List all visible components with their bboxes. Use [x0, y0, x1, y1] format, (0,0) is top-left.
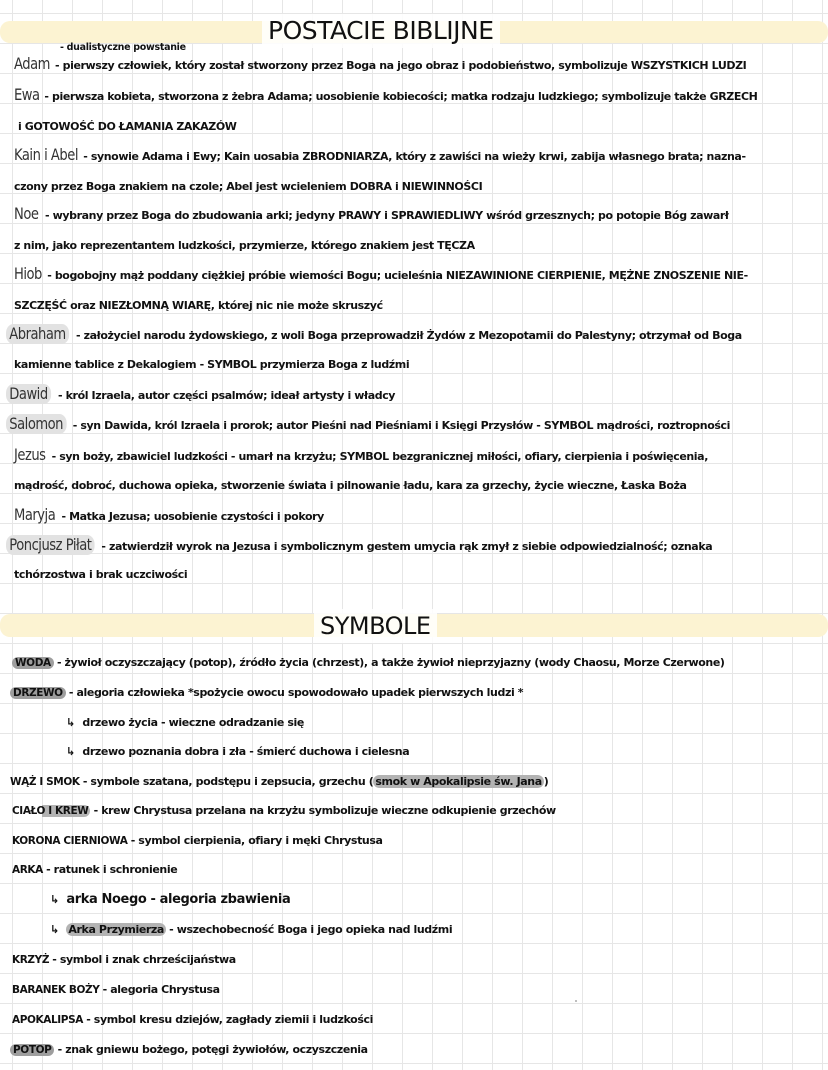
- character-name: Adam: [14, 54, 50, 73]
- character-name: Ewa: [14, 85, 40, 104]
- sub-arrow-icon: ↳: [66, 716, 76, 729]
- character-name: Maryja: [14, 505, 56, 524]
- character-name: Jezus: [14, 445, 46, 464]
- symbol-korona-cierniowa: [12, 832, 383, 850]
- character-poncjusz-pilat-cont: tchórzostwa i brak uczciwości: [14, 568, 188, 581]
- character-maryja: [14, 506, 324, 526]
- symbol-sub-drzewo-poznania: [66, 743, 409, 761]
- symbol-apokalipsa: [12, 1011, 373, 1029]
- symbol-term: POTOP: [10, 1044, 54, 1056]
- character-kain-abel-cont: czony przez Boga znakiem na czole; Abel jest wcieleniem DOBRA i NIEWINNOŚCI: [14, 180, 483, 193]
- symbol-desc: - alegoria Chrystusa: [102, 983, 220, 996]
- symbol-term: CIAŁO I KREW: [12, 805, 89, 817]
- character-jezus-cont: mądrość, dobroć, duchowa opieka, stworzenie świata i pilnowanie ładu, kara za grzechy, życie wieczne, Łaska Boża: [14, 479, 687, 492]
- symbol-desc: - alegoria człowieka *spożycie owocu spowodowało upadek pierwszych ludzi *: [68, 686, 524, 699]
- character-name: Noe: [14, 204, 39, 223]
- symbol-arka: [12, 861, 177, 879]
- character-desc: - założyciel narodu żydowskiego, z woli Boga przeprowadził Żydów z Mezopotamii do Palestyny; otrzymał od Boga: [76, 329, 742, 342]
- character-desc: - pierwszy człowiek, który został stworzony przez Boga na jego obraz i podobieństwo, symbolizuje WSZYSTKICH LUDZI: [55, 59, 747, 72]
- symbol-term: WĄŻ I SMOK: [10, 776, 80, 788]
- character-desc: - król Izraela, autor części psalmów; ideał artysty i władcy: [58, 389, 396, 402]
- character-desc: - syn Dawida, król Izraela i prorok; autor Pieśni nad Pieśniami i Księgi Przysłów - SYMBOL mądrości, roztropności: [72, 419, 730, 432]
- symbol-potop: [10, 1041, 368, 1059]
- character-abraham-cont: kamienne tablice z Dekalogiem - SYMBOL przymierza Boga z ludźmi: [14, 358, 410, 371]
- symbol-term: ARKA: [12, 864, 43, 876]
- character-noe-cont: z nim, jako reprezentantem ludzkości, przymierze, którego znakiem jest TĘCZA: [14, 239, 475, 252]
- symbol-desc: - wszechobecność Boga i jego opieka nad ludźmi: [169, 923, 453, 936]
- character-name: Abraham: [6, 324, 69, 344]
- symbol-desc: - krew Chrystusa przelana na krzyżu symbolizuje wieczne odkupienie grzechów: [93, 804, 556, 817]
- symbol-krzyz: [12, 951, 236, 969]
- symbol-term: APOKALIPSA: [12, 1014, 83, 1026]
- symbol-desc: drzewo życia - wieczne odradzanie się: [82, 716, 304, 729]
- character-kain-abel: [14, 146, 746, 166]
- character-name: Dawid: [6, 384, 51, 404]
- character-ewa: [14, 86, 757, 106]
- character-desc: - Matka Jezusa; uosobienie czystości i pokory: [61, 510, 324, 523]
- character-salomon: [6, 414, 730, 435]
- symbol-desc: - ratunek i schronienie: [46, 863, 178, 876]
- symbol-highlight: Arka Przymierza: [68, 923, 164, 936]
- symbol-desc: drzewo poznania dobra i zła - śmierć duchowa i cielesna: [82, 745, 410, 758]
- symbol-waz-smok: [10, 773, 548, 791]
- symbol-cialo-krew: [10, 802, 556, 820]
- character-desc: - pierwsza kobieta, stworzona z żebra Adama; uosobienie kobiecości; matka rodzaju ludzkiego; symbolizuje także GRZECH: [44, 90, 758, 103]
- symbol-woda: [12, 654, 725, 672]
- character-desc: - syn boży, zbawiciel ludzkości - umarł na krzyżu; SYMBOL bezgranicznej miłości, ofiary, cierpienia i poświęcenia,: [51, 450, 708, 463]
- symbol-term: KORONA CIERNIOWA: [12, 835, 128, 847]
- character-dawid: [6, 384, 395, 405]
- symbol-desc: - symbol i znak chrześcijaństwa: [52, 953, 236, 966]
- symbol-term: BARANEK BOŻY: [12, 984, 100, 996]
- symbol-highlight: smok w Apokalipsie św. Jana: [375, 775, 542, 788]
- character-desc: - bogobojny mąż poddany ciężkiej próbie wiemości Bogu; ucieleśnia NIEZAWINIONE CIERPIENIE, MĘŻNE ZNOSZENIE NIE-: [47, 269, 748, 282]
- symbol-desc: - symbol cierpienia, ofiary i męki Chrystusa: [130, 834, 383, 847]
- sub-arrow-icon: ↳: [50, 893, 60, 906]
- character-hiob-cont: SZCZĘŚĆ oraz NIEZŁOMNĄ WIARĘ, której nic nie może skruszyć: [14, 299, 383, 312]
- symbol-sub-arka-noego: [50, 891, 290, 909]
- symbol-desc: - symbol kresu dziejów, zagłady ziemii i ludzkości: [86, 1013, 373, 1026]
- symbol-term: KRZYŻ: [12, 954, 50, 966]
- symbol-term: WODA: [12, 657, 54, 669]
- symbol-desc-after: ): [543, 775, 549, 788]
- character-name: Hiob: [14, 264, 42, 283]
- character-desc: - zatwierdził wyrok na Jezusa i symbolicznym gestem umycia rąk zmył z siebie odpowiedzialność; oznaka: [101, 540, 713, 553]
- character-name: Kain i Abel: [14, 145, 78, 164]
- adam-side-note: - dualistyczne powstanie: [60, 42, 186, 53]
- character-desc: - wybrany przez Boga do zbudowania arki; jedyny PRAWY i SPRAWIEDLIWY wśród grzesznych; po potopie Bóg zawarł: [45, 209, 729, 222]
- character-abraham: [6, 324, 742, 345]
- character-poncjusz-pilat: [6, 535, 712, 556]
- symbol-drzewo: [10, 684, 523, 702]
- character-noe: [14, 205, 729, 225]
- symbol-desc: - znak gniewu bożego, potęgi żywiołów, oczyszczenia: [57, 1043, 368, 1056]
- symbol-desc: arka Noego - alegoria zbawienia: [66, 892, 291, 907]
- section-title-symbols: SYMBOLE: [314, 609, 437, 643]
- sub-arrow-icon: ↳: [66, 745, 76, 758]
- symbol-desc: - symbole szatana, podstępu i zepsucia, grzechu (: [82, 775, 374, 788]
- character-ewa-cont: i GOTOWOŚĆ DO ŁAMANIA ZAKAZÓW: [18, 120, 237, 133]
- character-adam: [14, 55, 746, 75]
- symbol-desc: - żywioł oczyszczający (potop), źródło życia (chrzest), a także żywioł nieprzyjazny (wody Chaosu, Morze Czerwone): [56, 656, 725, 669]
- section-title-characters: POSTACIE BIBLIJNE: [262, 14, 500, 48]
- symbol-sub-drzewo-zycia: [66, 714, 304, 732]
- symbol-sub-arka-przymierza: [50, 921, 452, 939]
- character-jezus: [14, 446, 708, 466]
- character-name: Salomon: [6, 414, 66, 434]
- symbol-baranek-bozy: [12, 981, 220, 999]
- character-name: Poncjusz Piłat: [6, 535, 95, 555]
- character-hiob: [14, 265, 748, 285]
- character-desc: - synowie Adama i Ewy; Kain uosabia ZBRODNIARZA, który z zawiści na wieży krwi, zabija własnego brata; nazna-: [83, 150, 746, 163]
- symbol-term: DRZEWO: [10, 687, 66, 699]
- stray-dot: [575, 1000, 577, 1002]
- sub-arrow-icon: ↳: [50, 923, 60, 936]
